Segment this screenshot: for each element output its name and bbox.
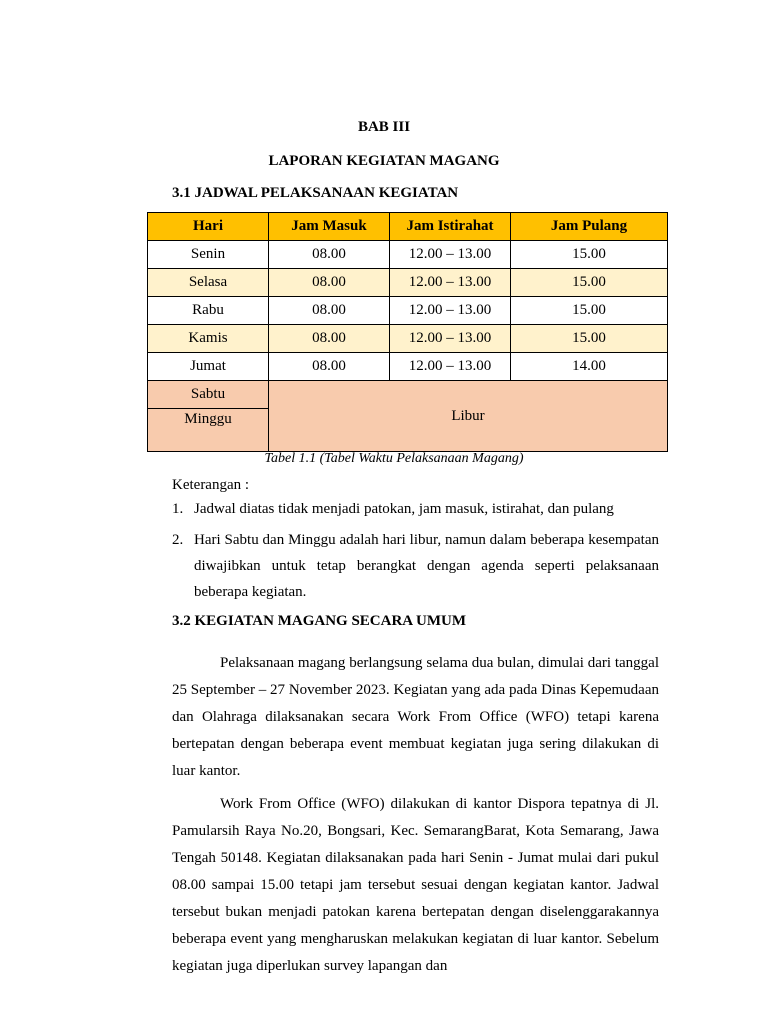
list-number: 2. <box>172 532 184 548</box>
table-cell: 12.00 – 13.00 <box>390 353 511 381</box>
table-row <box>148 297 668 325</box>
section-heading-activities: 3.2 KEGIATAN MAGANG SECARA UMUM <box>172 613 467 629</box>
notes-list <box>172 501 659 605</box>
table-cell: 08.00 <box>269 325 390 353</box>
table-cell: Jumat <box>148 353 269 381</box>
table-cell: 12.00 – 13.00 <box>390 297 511 325</box>
table-cell: 08.00 <box>269 297 390 325</box>
table-cell: 15.00 <box>511 241 668 269</box>
weekend-day-cell: Minggu <box>148 409 269 452</box>
list-number: 1. <box>172 501 184 517</box>
table-row <box>148 381 668 409</box>
weekend-day-cell: Sabtu <box>148 381 269 409</box>
table-cell: Senin <box>148 241 269 269</box>
notes-label: Keterangan : <box>172 477 250 493</box>
chapter-heading: BAB III <box>357 119 411 135</box>
list-item-text: Hari Sabtu dan Minggu adalah hari libur, namun dalam beberapa kesempatan diwajibkan untuk tetap berangkat dengan agenda seperti pelaksanaan beberapa kegiatan. <box>194 532 659 600</box>
table-cell: 15.00 <box>511 297 668 325</box>
table-cell: 08.00 <box>269 353 390 381</box>
holiday-cell: Libur <box>269 381 668 452</box>
table-cell: 12.00 – 13.00 <box>390 241 511 269</box>
header-cell: Jam Istirahat <box>390 213 511 241</box>
table-row <box>148 241 668 269</box>
list-item-text: Jadwal diatas tidak menjadi patokan, jam masuk, istirahat, dan pulang <box>194 501 614 517</box>
table-cell: Selasa <box>148 269 269 297</box>
table-cell: Rabu <box>148 297 269 325</box>
table-cell: 12.00 – 13.00 <box>390 325 511 353</box>
table-cell: 12.00 – 13.00 <box>390 269 511 297</box>
table-cell: Kamis <box>148 325 269 353</box>
table-row <box>148 269 668 297</box>
table-cell: 14.00 <box>511 353 668 381</box>
table-cell: 15.00 <box>511 325 668 353</box>
section-heading-schedule: 3.1 JADWAL PELAKSANAAN KEGIATAN <box>172 185 459 201</box>
table-row <box>148 325 668 353</box>
paragraph: Pelaksanaan magang berlangsung selama dua bulan, dimulai dari tanggal 25 September – 27 November 2023. Kegiatan yang ada pada Dinas Kepemudaan dan Olahraga dilaksanakan secara Work From Office (WFO) tetapi karena bertepatan dengan beberapa event membuat kegiatan juga sering dilakukan di luar kantor. <box>172 655 659 779</box>
list-item <box>172 501 659 518</box>
table-cell: 08.00 <box>269 241 390 269</box>
chapter-title: LAPORAN KEGIATAN MAGANG <box>268 153 500 169</box>
header-cell: Jam Pulang <box>511 213 668 241</box>
table-caption: Tabel 1.1 (Tabel Waktu Pelaksanaan Magang) <box>264 451 524 466</box>
header-cell: Jam Masuk <box>269 213 390 241</box>
table-row <box>148 353 668 381</box>
paragraph: Work From Office (WFO) dilakukan di kantor Dispora tepatnya di Jl. Pamularsih Raya No.20, Bongsari, Kec. SemarangBarat, Kota Semarang, Jawa Tengah 50148. Kegiatan dilaksanakan pada hari Senin - Jumat mulai dari pukul 08.00 sampai 15.00 tetapi jam tersebut sesuai dengan kegiatan kantor. Jadwal tersebut bukan menjadi patokan karena bertepatan dengan diselenggarakannya beberapa event yang mengharuskan melakukan kegiatan di luar kantor. Sebelum kegiatan juga diperlukan survey lapangan dan <box>172 796 659 974</box>
table-header-row <box>148 213 668 241</box>
header-cell: Hari <box>148 213 269 241</box>
list-item <box>172 527 659 605</box>
table-cell: 08.00 <box>269 269 390 297</box>
schedule-table <box>147 212 668 452</box>
table-cell: 15.00 <box>511 269 668 297</box>
